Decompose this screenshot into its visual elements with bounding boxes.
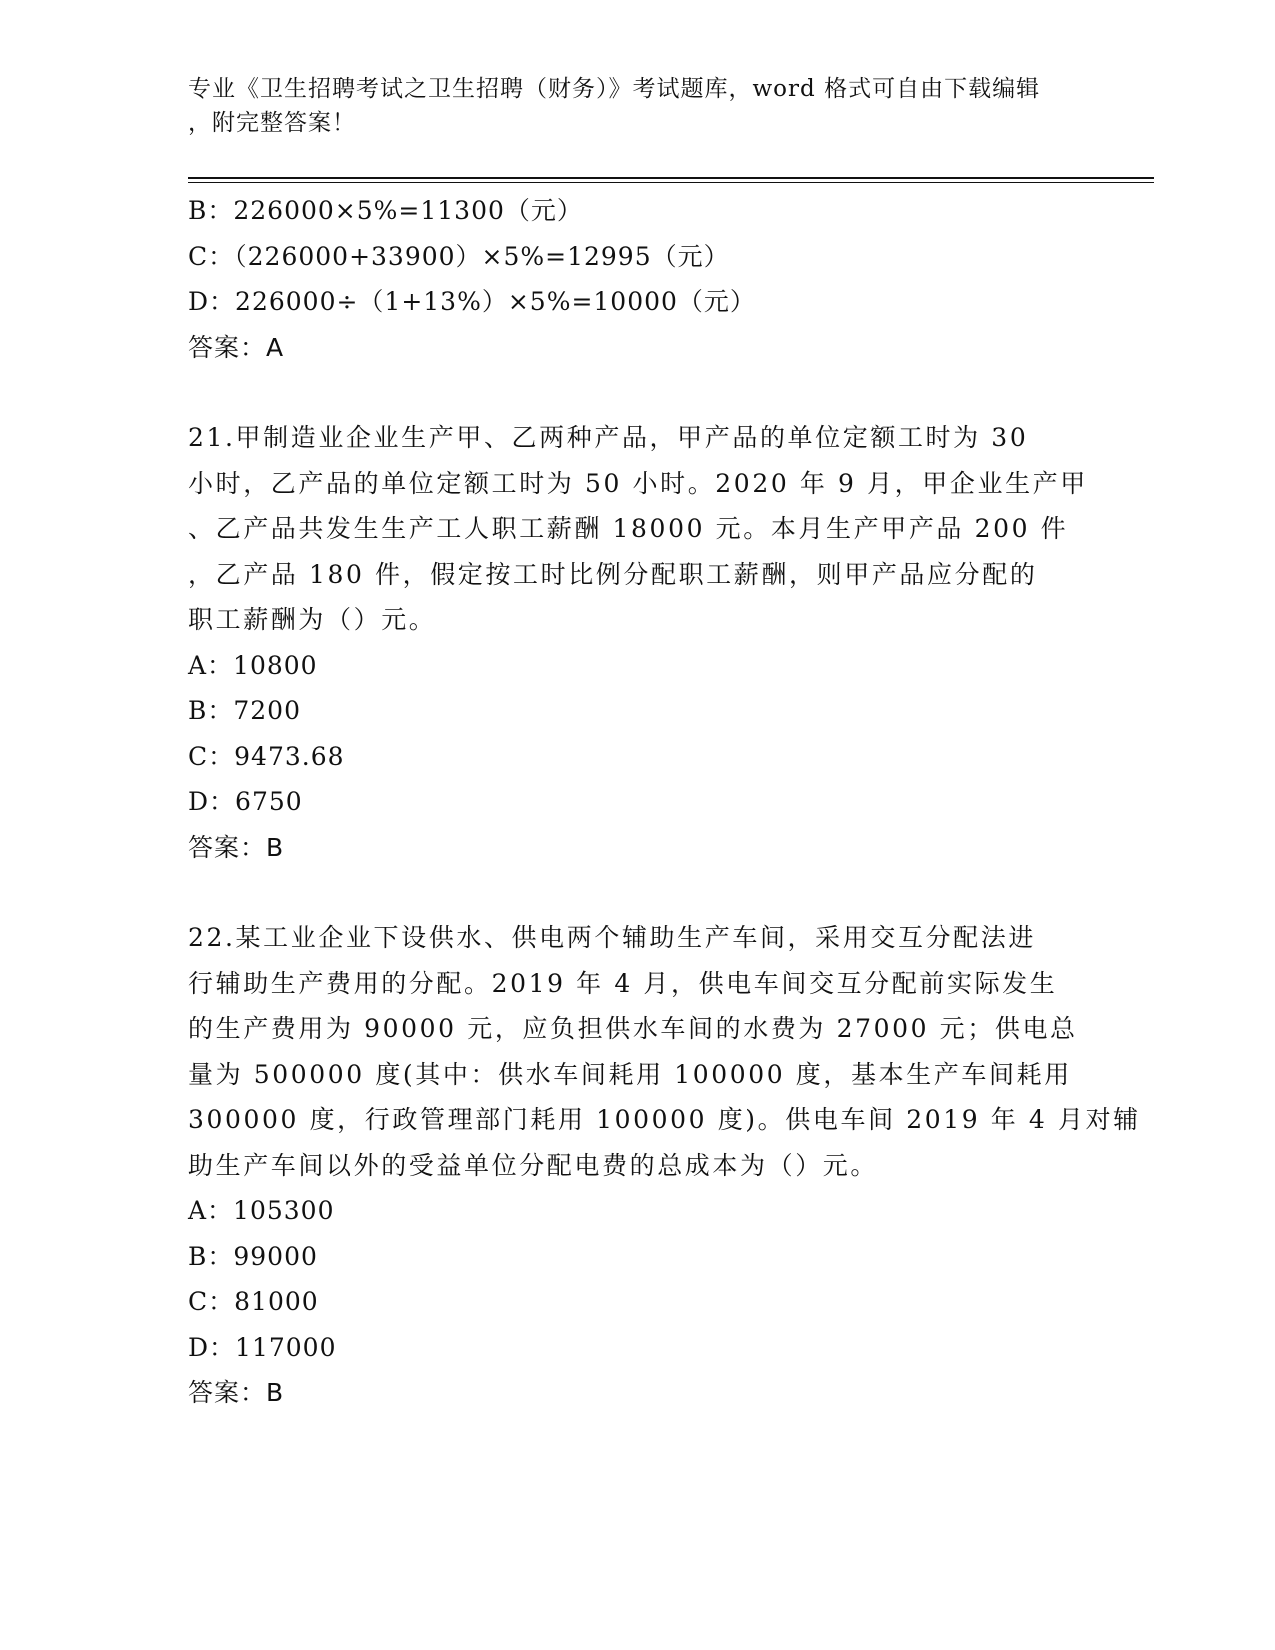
document-header	[188, 72, 1088, 140]
question-text-line: 的生产费用为 90000 元，应负担供水车间的水费为 27000 元；供电总	[188, 1014, 1078, 1043]
header-divider-thick	[188, 177, 1154, 179]
answer-label: 答案：B	[188, 1378, 285, 1407]
option-b: B：99000	[188, 1241, 318, 1271]
question-21	[188, 415, 1128, 870]
question-22	[188, 915, 1141, 1416]
option-a: A：105300	[188, 1196, 335, 1225]
option-c: C：81000	[188, 1287, 319, 1316]
option-a: A：10800	[188, 650, 318, 680]
question-text-line: 职工薪酬为（）元。	[188, 605, 437, 634]
option-c: C：9473.68	[188, 741, 345, 771]
spacer	[188, 870, 1128, 915]
question-21-stem	[188, 415, 1128, 643]
header-title-line-1: 专业《卫生招聘考试之卫生招聘（财务）》考试题库，word 格式可自由下载编辑	[188, 76, 1041, 102]
question-20-continued	[188, 188, 1128, 370]
question-text-line: 300000 度，行政管理部门耗用 100000 度)。供电车间 2019 年 4 月对辅	[188, 1105, 1141, 1134]
header-divider-thin	[188, 182, 1154, 183]
option-c: C：（226000+33900）×5%=12995（元）	[188, 241, 730, 271]
question-22-stem	[188, 915, 1141, 1188]
question-text-line: 21.甲制造业企业生产甲、乙两种产品，甲产品的单位定额工时为 30	[188, 423, 1029, 452]
question-text-line: 、乙产品共发生生产工人职工薪酬 18000 元。本月生产甲产品 200 件	[188, 514, 1069, 543]
question-text-line: 小时，乙产品的单位定额工时为 50 小时。2020 年 9 月，甲企业生产甲	[188, 468, 1088, 498]
answer-label: 答案：A	[188, 332, 285, 362]
header-title-line-2: ，附完整答案！	[188, 110, 356, 136]
option-b: B：7200	[188, 696, 301, 725]
option-d: D：226000÷（1+13%）×5%=10000（元）	[188, 287, 756, 316]
question-text-line: 量为 500000 度(其中：供水车间耗用 100000 度，基本生产车间耗用	[188, 1059, 1072, 1089]
question-text-line: 行辅助生产费用的分配。2019 年 4 月，供电车间交互分配前实际发生	[188, 968, 1058, 998]
question-text-line: 助生产车间以外的受益单位分配电费的总成本为（）元。	[188, 1150, 879, 1180]
option-d: D：6750	[188, 787, 303, 816]
document-body	[188, 188, 1141, 1416]
question-text-line: 22.某工业企业下设供水、供电两个辅助生产车间，采用交互分配法进	[188, 923, 1036, 952]
question-text-line: ，乙产品 180 件，假定按工时比例分配职工薪酬，则甲产品应分配的	[188, 559, 1038, 589]
option-d: D：117000	[188, 1332, 337, 1362]
answer-label: 答案：B	[188, 832, 285, 862]
spacer	[188, 370, 1128, 415]
option-b: B：226000×5%=11300（元）	[188, 196, 583, 225]
